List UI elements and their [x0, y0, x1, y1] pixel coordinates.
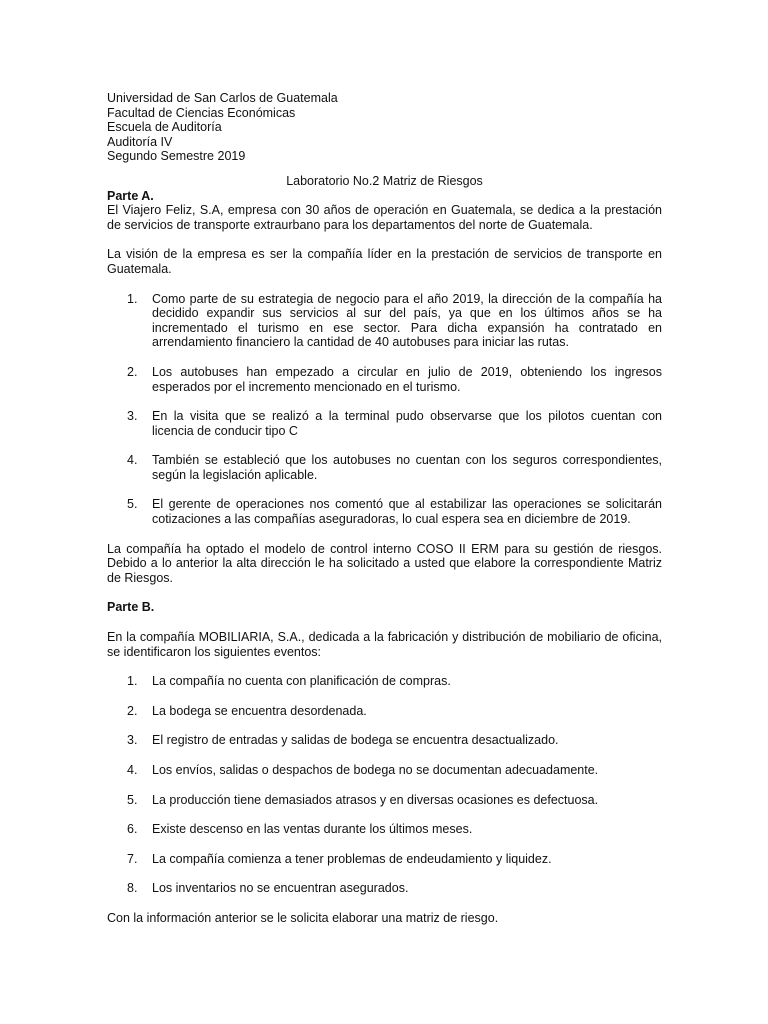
list-item	[107, 793, 662, 808]
list-item-text: También se estableció que los autobuses no cuentan con los seguros correspondientes, según la legislación aplicable.	[152, 453, 662, 482]
list-item-text: La compañía comienza a tener problemas de endeudamiento y liquidez.	[152, 851, 552, 866]
part-a-list	[107, 292, 662, 527]
list-item-text: Los autobuses han empezado a circular en julio de 2019, obteniendo los ingresos esperados por el incremento mencionado en el turismo.	[152, 364, 662, 394]
header-block	[107, 91, 662, 164]
list-item	[107, 822, 662, 837]
list-item-text: Los envíos, salidas o despachos de bodega no se documentan adecuadamente.	[152, 763, 599, 777]
list-item-text: En la visita que se realizó a la terminal pudo observarse que los pilotos cuentan con licencia de conducir tipo C	[152, 409, 662, 438]
list-item	[107, 365, 662, 394]
list-item-text: La bodega se encuentra desordenada.	[152, 703, 367, 718]
header-school: Escuela de Auditoría	[107, 120, 222, 135]
list-item-text: El gerente de operaciones nos comentó que al estabilizar las operaciones se solicitarán cotizaciones a las compañías aseguradoras, lo cual espera sea en diciembre de 2019.	[152, 497, 662, 527]
part-b-list	[107, 674, 662, 896]
list-item-number: 3.	[127, 409, 138, 424]
part-b-conclusion: Con la información anterior se le solicita elaborar una matriz de riesgo.	[107, 910, 499, 925]
part-a-vision: La visión de la empresa es ser la compañía líder en la prestación de servicios de transporte en Guatemala.	[107, 247, 662, 276]
list-item-text: Como parte de su estrategia de negocio para el año 2019, la dirección de la compañía ha decidido expandir sus servicios al sur del país, ya que en los últimos años se ha incrementado el turismo en ese sector. Para dicha expansión ha contratado en arrendamiento financiero la cantidad de 40 autobuses para iniciar las rutas.	[152, 291, 662, 350]
list-item	[107, 497, 662, 526]
list-item-number: 3.	[127, 733, 138, 748]
list-item-number: 1.	[127, 291, 138, 306]
list-item-text: Los inventarios no se encuentran asegurados.	[152, 881, 409, 896]
list-item	[107, 704, 662, 719]
document-title: Laboratorio No.2 Matriz de Riesgos	[286, 173, 483, 188]
list-item-text: El registro de entradas y salidas de bodega se encuentra desactualizado.	[152, 733, 559, 748]
header-semester: Segundo Semestre 2019	[107, 149, 246, 164]
list-item	[107, 852, 662, 867]
list-item-number: 4.	[127, 763, 138, 777]
list-item-number: 7.	[127, 851, 138, 866]
list-item-text: La producción tiene demasiados atrasos y en diversas ocasiones es defectuosa.	[152, 792, 599, 807]
list-item-number: 5.	[127, 792, 138, 807]
list-item-number: 4.	[127, 453, 138, 468]
list-item	[107, 292, 662, 350]
header-university: Universidad de San Carlos de Guatemala	[107, 91, 338, 105]
list-item-number: 2.	[127, 364, 138, 379]
part-a-conclusion: La compañía ha optado el modelo de control interno COSO II ERM para su gestión de riesgos. Debido a lo anterior la alta dirección le ha solicitado a usted que elabore la correspondiente Matriz de Riesgos.	[107, 541, 662, 585]
part-a-heading: Parte A.	[107, 188, 154, 203]
part-a-intro: El Viajero Feliz, S.A, empresa con 30 años de operación en Guatemala, se dedica a la prestación de servicios de transporte extraurbano para los departamentos del norte de Guatemala.	[107, 203, 662, 232]
list-item	[107, 881, 662, 896]
header-faculty: Facultad de Ciencias Económicas	[107, 105, 296, 120]
part-b-intro: En la compañía MOBILIARIA, S.A., dedicada a la fabricación y distribución de mobiliario de oficina, se identificaron los siguientes eventos:	[107, 630, 662, 659]
document-page	[107, 91, 662, 926]
list-item-number: 6.	[127, 822, 138, 837]
list-item-number: 5.	[127, 497, 138, 512]
list-item	[107, 409, 662, 438]
list-item	[107, 674, 662, 689]
list-item-number: 1.	[127, 674, 138, 689]
list-item-text: La compañía no cuenta con planificación de compras.	[152, 674, 451, 689]
list-item-number: 2.	[127, 703, 138, 718]
list-item-text: Existe descenso en las ventas durante los últimos meses.	[152, 822, 473, 837]
list-item	[107, 733, 662, 748]
header-course: Auditoría IV	[107, 134, 173, 149]
part-b-heading: Parte B.	[107, 600, 155, 615]
list-item	[107, 763, 662, 778]
list-item-number: 8.	[127, 881, 138, 896]
list-item	[107, 453, 662, 482]
